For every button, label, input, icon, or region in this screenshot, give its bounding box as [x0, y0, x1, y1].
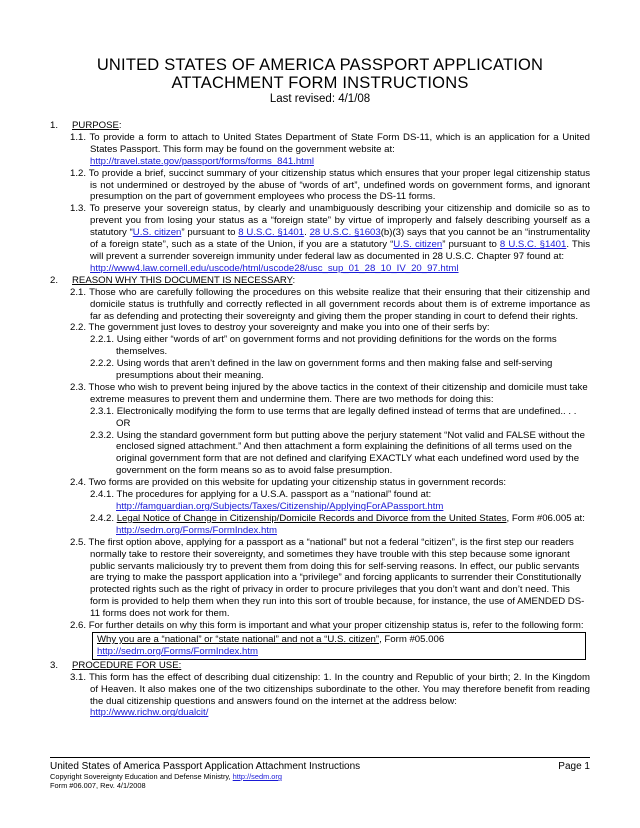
section-number: 1. — [50, 120, 59, 131]
paragraph-2-2-1 — [50, 334, 590, 358]
paragraph-text: To preserve your sovereign status, by clearly and unambiguously describing your citizenship and domicile so as to prevent you from losing your status as a “foreign state” by virtue of improperly and falsely describing yourself as a statutory “ — [89, 203, 590, 239]
paragraph-2-3-2 — [50, 430, 590, 478]
section-heading: PURPOSE — [72, 120, 119, 131]
paragraph-text: For further details on why this form is important and what your proper citizenship status is, refer to the following form: — [88, 620, 584, 632]
paragraph-1-3: 1.3. To preserve your sovereign status, by clearly and unambiguously describing your citizenship and domicile so as to prevent you from losing your status as a “foreign state” by virtue of improperly and falsely describing yourself as a statutory “U.S. citizen” pursuant to 8 U.S.C. §1401. 28 U.S.C. §1603(b)(3) says that you cannot be an “instrumentality of a foreign state”, such as a state of the Union, if you are a statutory “U.S. citizen” pursuant to 8 U.S.C. §1401. This will prevent a surrender sovereign immunity under federal law as documented in 28 U.S.C. Chapter 97 found at: http://www4.law.cornell.edu/uscode/html/uscode28/usc_sup_01_28_10_IV_20_97.html — [70, 203, 590, 274]
section-procedure — [50, 660, 590, 672]
usc-1603-link[interactable]: 28 U.S.C. §1603 — [309, 227, 381, 239]
paragraph-number: 2.2. — [70, 322, 87, 334]
sedm-home-link[interactable]: http://sedm.org — [232, 772, 282, 781]
paragraph-number: 1.3. — [70, 203, 87, 215]
section-heading: REASON WHY THIS DOCUMENT IS NECESSARY — [72, 274, 293, 286]
paragraph-number: 2.2.2. — [90, 358, 115, 370]
footer-title: United States of America Passport Application Attachment Instructions — [50, 761, 361, 772]
paragraph-number: 1.2. — [70, 167, 87, 179]
section-purpose: 1. PURPOSE: — [50, 120, 122, 131]
us-citizen-link[interactable]: U.S. citizen — [132, 227, 182, 239]
footer-form-number: Form #06.007, Rev. 4/1/2008 — [50, 781, 146, 790]
page-number: Page 1 — [558, 761, 590, 772]
paragraph-2-5 — [50, 537, 590, 620]
us-citizen-link[interactable]: U.S. citizen — [393, 239, 443, 251]
usc-1401-link[interactable]: 8 U.S.C. §1401 — [238, 227, 305, 239]
paragraph-text: Using words that aren’t defined in the law on government forms and then making false and self-serving presumptions about their meaning. — [116, 358, 553, 382]
paragraph-2-6 — [50, 620, 590, 632]
section-reason: 2. REASON WHY THIS DOCUMENT IS NECESSARY: — [50, 274, 296, 286]
paragraph-text: To provide a form to attach to United States Department of State Form DS-11, which is an application for a United States Passport. This form may be found on the government website at: — [89, 131, 590, 155]
sedm-form-index-link[interactable]: http://sedm.org/Forms/FormIndex.htm — [97, 645, 259, 657]
paragraph-2-2 — [50, 322, 590, 334]
paragraph-text: To provide a brief, succinct summary of your citizenship status which ensures that your proper legal citizenship status is not undermined or destroyed by the abuse of “words of art”, undefined words on government forms, and ignorant presumption on the part of government employees who process the DS-11 forms. — [88, 167, 590, 203]
paragraph-text: The government just loves to destroy your sovereignty and make you into one of their serfs by: — [88, 322, 490, 334]
paragraph-number: 2.4. — [70, 477, 87, 489]
paragraph-2-4-1 — [50, 489, 590, 513]
paragraph-2-1 — [50, 287, 590, 323]
paragraph-text: Two forms are provided on this website for updating your citizenship status in government records: — [88, 477, 507, 489]
paragraph-number: 2.1. — [70, 286, 87, 298]
reference-box: Why you are a “national” or “state national” and not a “U.S. citizen”, Form #05.006 http://sedm.org/Forms/FormIndex.htm — [92, 632, 586, 660]
last-revised: Last revised: 4/1/08 — [269, 93, 371, 105]
paragraph-number: 2.2.1. — [90, 334, 115, 346]
paragraph-text: The procedures for applying for a U.S.A. passport as a “national” found at: — [116, 489, 432, 501]
document-title-line2: ATTACHMENT FORM INSTRUCTIONS — [171, 74, 469, 92]
page-footer — [50, 757, 590, 790]
legal-notice-title: Legal Notice of Change in Citizenship/Domicile Records and Divorce from the United States — [116, 512, 507, 524]
paragraph-number: 2.4.2. — [90, 512, 115, 524]
paragraph-text: Electronically modifying the form to use terms that are legally defined instead of terms that are undefined.. . . — [116, 405, 577, 417]
ds11-forms-link[interactable]: http://travel.state.gov/passport/forms/forms_841.html — [90, 155, 314, 167]
sedm-form-index-link[interactable]: http://sedm.org/Forms/FormIndex.htm — [116, 524, 278, 536]
paragraph-number: 2.3.2. — [90, 429, 115, 441]
footer-copyright: Copyright Sovereignty Education and Defense Ministry, http://sedm.org — [50, 772, 282, 781]
paragraph-3-1 — [50, 672, 590, 720]
paragraph-2-4 — [50, 477, 590, 489]
paragraph-text: Those who wish to prevent being injured by the above tactics in the context of their citizenship and domicile must take extreme measures to prevent them and undermine them. There are two methods for doing this: — [88, 381, 588, 405]
famguardian-passport-link[interactable]: http://famguardian.org/Subjects/Taxes/Citizenship/ApplyingForAPassport.htm — [116, 501, 444, 512]
document-title-line1: UNITED STATES OF AMERICA PASSPORT APPLICATION — [96, 56, 544, 74]
paragraph-number: 2.3. — [70, 381, 87, 393]
or-label: OR — [116, 417, 131, 429]
richw-dualcit-link[interactable]: http://www.richw.org/dualcit/ — [90, 707, 209, 719]
cornell-uscode-link[interactable]: http://www4.law.cornell.edu/uscode/html/uscode28/usc_sup_01_28_10_IV_20_97.html — [90, 262, 459, 274]
paragraph-2-2-2 — [50, 358, 590, 382]
section-number: 3. — [50, 659, 59, 671]
section-number: 2. — [50, 274, 59, 286]
paragraph-1-2 — [50, 168, 590, 204]
section-heading: PROCEDURE FOR USE: — [72, 659, 182, 671]
paragraph-2-3-1 — [50, 406, 590, 430]
paragraph-number: 2.5. — [70, 536, 87, 548]
paragraph-number: 1.1. — [70, 131, 87, 143]
paragraph-text: Using either “words of art” on government forms and not providing definitions for the words on the forms themselves. — [116, 334, 557, 358]
footer-title-row — [50, 761, 590, 772]
paragraph-text: Using the standard government form but putting above the perjury statement “Not valid and FALSE without the enclosed signed attachment.” And then attachment a form explaining the definitions of all terms used on the original government form that are not defined and clarifying EXACTLY what each undefined word used by the government on the form means so as to avoid false presumption. — [116, 429, 585, 477]
paragraph-1-1 — [50, 132, 590, 168]
paragraph-text: The first option above, applying for a passport as a “national” but not a federal “citizen”, is the first step our readers normally take to restore their sovereignty, and sometimes they have trouble with this step because some ignorant public servants maliciously try to prevent them from doing this for self-serving reasons. In effect, our public servants are trying to make the passport application into a “privilege” and forcing applicants to surrender their Constitutionally protected rights such as the right of privacy in order to procure privileges that you don’t want and don’t need. This form is provided to help them when they run into this sort of trouble because, for instance, the use of AMENDED DS-11 forms does not work for them. — [88, 536, 585, 620]
document-body — [50, 120, 590, 719]
usc-1401-link[interactable]: 8 U.S.C. §1401 — [499, 239, 567, 251]
paragraph-text: Those who are carefully following the procedures on this website realize that their ensuring that their citizenship and domicile status is truthfully and correctly reflected in all government records about them is of extreme importance as far as defending and protecting their sovereignty and giving them the proper standing in court to defend their rights. — [89, 286, 590, 322]
paragraph-2-3 — [50, 382, 590, 406]
paragraph-text: This form has the effect of describing dual citizenship: 1. In the country and Republic of your birth; 2. In the Kingdom of Heaven. It also makes one of the two citizenships subordinate to the other. You may therefore benefit from reading the dual citizenship questions and answers found on the internet at the address below: — [88, 671, 590, 707]
paragraph-2-4-2: 2.4.2. Legal Notice of Change in Citizenship/Domicile Records and Divorce from the United States, Form #06.005 at: http://sedm.org/Forms/FormIndex.htm — [90, 512, 585, 536]
reference-title: Why you are a “national” or “state national” and not a “U.S. citizen” — [97, 633, 380, 645]
paragraph-number: 2.4.1. — [90, 489, 115, 501]
paragraph-number: 2.6. — [70, 620, 87, 632]
paragraph-number: 2.3.1. — [90, 405, 115, 417]
paragraph-number: 3.1. — [70, 671, 87, 683]
